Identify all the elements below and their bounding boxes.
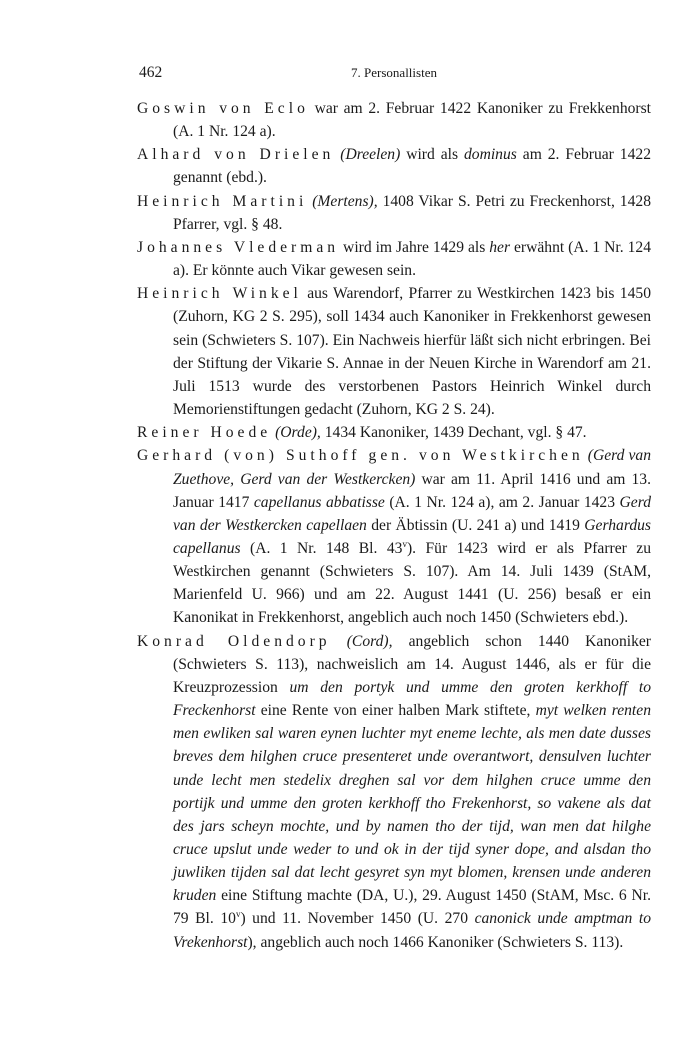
quoted-term: um den portyk und umme den groten kerkhoff to Freckenhorst xyxy=(173,678,652,720)
entry-text: wird als xyxy=(400,146,464,164)
entry-text: (A. 1 Nr. 124 a), am 2. Januar 1423 xyxy=(384,493,620,511)
name-variant: (Mertens), xyxy=(312,192,378,210)
entry-text: der Äbtissin (U. 241 a) und 1419 xyxy=(366,516,585,534)
person-name: Goswin von Eclo xyxy=(137,100,309,117)
name-variant: (Gerd van Zuethove, Gerd van der Westkercken) xyxy=(173,447,651,488)
person-name: Gerhard (von) Suthoff gen. von Westkirchen xyxy=(137,447,584,465)
entry-text: (A. 1 Nr. 148 Bl. 43 xyxy=(240,539,403,557)
person-name: Heinrich Winkel xyxy=(137,285,302,303)
entry-johannes-vlederman xyxy=(137,236,651,282)
person-name: Konrad Oldendorp xyxy=(137,632,331,650)
quoted-term: Gerd van der Westkercken capellaen xyxy=(173,493,651,534)
name-variant: (Cord), xyxy=(346,632,393,650)
name-variant: (Orde), xyxy=(275,424,321,442)
latin-term: dominus xyxy=(463,146,517,164)
page-body xyxy=(137,97,651,954)
entry-text: ). Für 1423 wird er als Pfarrer zu Westkirchen genannt (Schwieters S. 107). Am 14. Juli 1439 (StAM, Marienfeld U. 966) und am 22. August 1441 (U. 256) besaß er ein Kanonikat in Frekkenhorst, angeblich auch noch 1450 (Schwieters ebd.). xyxy=(173,539,651,627)
entry-text: 1434 Kanoniker, 1439 Dechant, vgl. § 47. xyxy=(320,424,587,442)
entry-text: wird im Jahre 1429 als xyxy=(339,238,490,256)
person-name: Reiner Hoede xyxy=(137,424,272,442)
quoted-passage: myt welken renten men ewliken sal waren eynen luchter myt eneme lechte, als men date dusses breves dem hilghen cruce presenteret unde overantwort, densulven luchter unde lecht men stedelix dreghen sal vor dem hilghen cruce umme den portijk und umme den groten kerkhoff tho Frekenhorst, so vakene als dat des jars scheyn mochte, und by namen tho der tijd, wan men dat hilghe cruce upslut unde weder to und ok in der tijd syner dope, and alsdan tho juwliken tijden sal dat lecht gesyret syn myt blomen, krensen unde anderen kruden xyxy=(173,702,651,905)
verso-marker: v xyxy=(235,909,241,920)
name-variant: (Dreelen) xyxy=(340,146,401,164)
quoted-term: her xyxy=(489,238,511,256)
entry-alhard-von-drielen xyxy=(137,143,651,189)
entry-heinrich-martini xyxy=(137,190,651,236)
verso-marker: v xyxy=(402,538,407,549)
person-name: Alhard von Drielen xyxy=(137,146,335,164)
entry-text: aus Warendorf, Pfarrer zu Westkirchen 1423 bis 1450 (Zuhorn, KG 2 S. 295), soll 1434 auch Kanoniker in Frekkenhorst gewesen sein (Schwieters S. 107). Ein Nachweis hierfür läßt sich nicht erbringen. Bei der Stiftung der Vikarie S. Annae in der Neuen Kirche in Warendorf am 21. Juli 1513 wurde des verstorbenen Pastors Heinrich Winkel durch Memorienstiftungen gedacht (Zuhorn, KG 2 S. 24). xyxy=(173,285,651,419)
entry-text: war am 11. April 1416 und am 13. Januar 1417 xyxy=(173,470,651,511)
entry-text: eine Stiftung machte (DA, U.), 29. August 1450 (StAM, Msc. 6 Nr. 79 Bl. 10 xyxy=(173,887,651,928)
entry-text: ) und 11. November 1450 (U. 270 xyxy=(240,910,475,928)
entry-text: eine Rente von einer halben Mark stiftete, xyxy=(255,702,536,720)
entry-gerhard-suthoff xyxy=(137,444,651,629)
entry-heinrich-winkel xyxy=(137,282,651,421)
entry-text: am 2. Februar 1422 genannt (ebd.). xyxy=(173,146,651,187)
quoted-term: canonick unde amptman to Vrekenhorst xyxy=(173,910,651,951)
entry-reiner-hoede xyxy=(137,421,651,444)
page-number: 462 xyxy=(139,64,163,81)
entry-text: ), angeblich auch noch 1466 Kanoniker (Schwieters S. 113). xyxy=(247,933,624,951)
entry-text: angeblich schon 1440 Kanoniker (Schwieters S. 113), nachweislich am 14. August 1446, als er für die Kreuzprozession xyxy=(173,632,651,696)
entry-text: 1408 Vikar S. Petri zu Freckenhorst, 1428 Pfarrer, vgl. § 48. xyxy=(173,192,651,233)
page-header xyxy=(137,64,651,84)
entry-goswin-von-eclo xyxy=(137,97,651,143)
entry-text: erwähnt (A. 1 Nr. 124 a). Er könnte auch Vikar gewesen sein. xyxy=(173,238,651,280)
running-head: 7. Personallisten xyxy=(351,65,437,80)
quoted-term: capellanus abbatisse xyxy=(253,493,385,511)
person-name: Heinrich Martini xyxy=(137,192,308,210)
entry-konrad-oldendorp xyxy=(137,630,651,954)
entry-text: war am 2. Februar 1422 Kanoniker zu Frekkenhorst (A. 1 Nr. 124 a). xyxy=(173,100,652,141)
person-name: Johannes Vlederman xyxy=(137,238,340,256)
quoted-term: Gerhardus capellanus xyxy=(173,516,651,557)
